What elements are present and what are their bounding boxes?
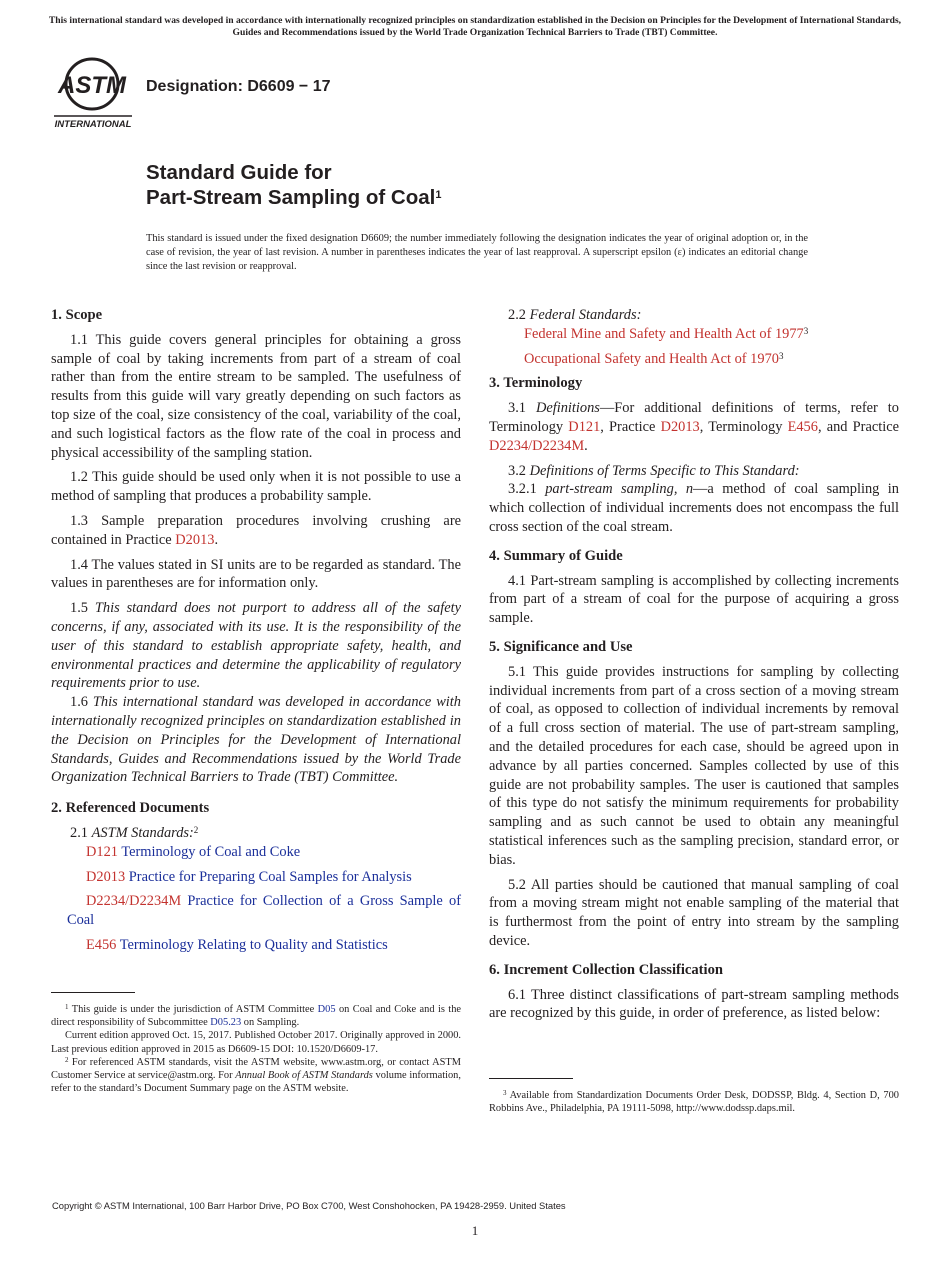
ref-federal-mine-act[interactable]: Federal Mine and Safety and Health Act of 1977$^3$ [524,325,809,342]
page-number: 1 [471,1223,479,1238]
link-d05-23[interactable]: D05.23 [210,1017,242,1029]
link-e456[interactable]: E456 [787,418,818,435]
title-line-2: Part-Stream Sampling of Coal [146,186,436,209]
section-3-heading: 3. Terminology [489,375,583,392]
logo-text: ASTM [58,72,126,99]
para-3-2-1: 3.2.1 part-stream sampling, n—a method of coal sampling in which collection of individual increments does not encompass the full cross section of the coal stream. [489,481,899,535]
section-2-heading: 2. Referenced Documents [51,800,210,817]
link-d2234[interactable]: D2234/D2234M [489,437,585,454]
wto-notice: This international standard was developed in accordance with internationally recognized principles on standardization established in the Decision on Principles for the Development of International Standards, Guides and Recommendations issued by the World Trade Organization Technical Barriers to Trade (TBT) Committee. [48,15,902,38]
para-2-1: 2.1 ASTM Standards:$^2$ [70,824,199,841]
ref-d121[interactable]: D121 Terminology of Coal and Coke [86,843,301,860]
para-4-1: 4.1 Part-stream sampling is accomplished by collecting increments from part of a stream of coal for the purpose of acquiring a gross sample. [489,572,899,627]
copyright-footer: Copyright © ASTM International, 100 Barr Harbor Drive, PO Box C700, West Conshohocken, PA 19428-2959. United States [52,1200,566,1211]
para-1-3: 1.3 Sample preparation procedures involving crushing are contained in Practice D2013. [51,512,461,548]
ref-osha-act[interactable]: Occupational Safety and Health Act of 1970$^3$ [524,350,784,367]
para-1-4: 1.4 The values stated in SI units are to be regarded as standard. The values in parentheses are for information only. [51,556,461,592]
section-6-heading: 6. Increment Collection Classification [489,961,724,978]
footnote-1: $^1$ This guide is under the jurisdiction of ASTM Committee D05 on Coal and Coke and is the direct responsibility of Subcommittee D05.23 on Sampling. [51,1003,461,1029]
link-d121[interactable]: D121 [568,418,601,435]
section-4-heading: 4. Summary of Guide [489,547,623,564]
issuance-note: This standard is issued under the fixed designation D6609; the number immediately following the designation indicates the year of original adoption or, in the case of revision, the year of last revision. A number in parentheses indicates the year of last reapproval. A superscript epsilon (ε) indicates an editorial change since the last revision or reapproval. [146,233,808,272]
title-line-1: Standard Guide for [146,161,332,184]
footnote-3: $^3$ Available from Standardization Documents Order Desk, DODSSP, Bldg. 4, Section D, 700 Robbins Ave., Philadelphia, PA 19111-5098, http://www.dodssp.daps.mil. [489,1089,899,1115]
section-1-heading: 1. Scope [51,307,103,323]
designation: Designation: D6609 − 17 [146,78,331,95]
para-5-1: 5.1 This guide provides instructions for sampling by collecting individual increments from part of a cross section of a moving stream of coal, as opposed to collection of individual increments by removal of a full cross section of material. The use of part-stream sampling, and the detailed procedures for each case, should be agreed upon in advance by all parties concerned. Samples collected by use of this guide are not probability samples. The user is cautioned that samples of this type do not satisfy the minimum requirements for probability sampling and as such cannot be used to obtain any meaningful statistical inferences such as the sampling precision, standard error, or bias. [489,663,899,868]
logo-subtext: INTERNATIONAL [54,119,132,130]
para-5-2: 5.2 All parties should be cautioned that manual sampling of coal from a moving stream might not enable sampling of the material that is furthermost from the point of entry into stream by the sampling device. [489,876,899,949]
para-1-5: 1.5 This standard does not purport to address all of the safety concerns, if any, associated with its use. It is the responsibility of the user of this standard to establish appropriate safety, health, and environmental practices and determine the applicability of regulatory requirements prior to use. [51,600,461,692]
right-column [489,306,899,1029]
para-2-2: 2.2 Federal Standards: [508,307,642,323]
para-3-2: 3.2 Definitions of Terms Specific to This Standard: [508,462,800,479]
astm-logo [50,56,136,132]
footnote-rule-left [51,992,135,993]
para-1-6: 1.6 This international standard was developed in accordance with internationally recognized principles on standardization established in the Decision on Principles for the Development of International Standards, Guides and Recommendations issued by the World Trade Organization Technical Barriers to Trade (TBT) Committee. [51,694,461,786]
document-title [146,160,441,210]
para-1-2: 1.2 This guide should be used only when it is not possible to use a method of sampling that produces a probability sample. [51,469,461,505]
footnote-1-edition: Current edition approved Oct. 15, 2017. Published October 2017. Originally approved in 2000. Last previous edition approved in 2015 as D6609-15 DOI: 10.1520/D6609-17. [51,1030,461,1055]
ref-e456[interactable]: E456 Terminology Relating to Quality and Statistics [86,936,388,953]
footnotes-left [51,1003,461,1095]
left-column [51,306,461,961]
link-d2013[interactable]: D2013 [175,531,215,548]
footnote-rule-right [489,1078,573,1079]
footnote-2: $^2$ For referenced ASTM standards, visit the ASTM website, www.astm.org, or contact ASTM Customer Service at service@astm.org. For Annual Book of ASTM Standards volume information, refer to the standard’s Document Summary page on the ASTM website. [51,1055,461,1095]
ref-d2013[interactable]: D2013 Practice for Preparing Coal Samples for Analysis [86,868,412,885]
ref-d2234[interactable]: D2234/D2234M Practice for Collection of a Gross Sample of Coal [67,893,461,929]
para-6-1: 6.1 Three distinct classifications of part-stream sampling methods are recognized by this guide, in order of preference, as listed below: [489,986,899,1022]
link-d2013-s3[interactable]: D2013 [660,418,700,435]
para-3-1: 3.1 Definitions—For additional definitions of terms, refer to Terminology D121, Practice D2013, Terminology E456, and Practice D2234/D2234M. [489,400,899,454]
title-footnote-ref[interactable]: 1 [435,189,442,201]
section-5-heading: 5. Significance and Use [489,638,633,655]
link-d05[interactable]: D05 [317,1004,336,1015]
para-1-1: 1.1 This guide covers general principles for obtaining a gross sample of coal by taking increments from part of a stream of coal rather than from the entire stream to be sampled. The usefulness of results from this guide will vary greatly depending on such factors as top size of the coal, size consistency of the coal, variability of the coal, and such logistical factors as the flow rate of the coal in process and physical accessibility of the sampling station. [51,331,461,461]
